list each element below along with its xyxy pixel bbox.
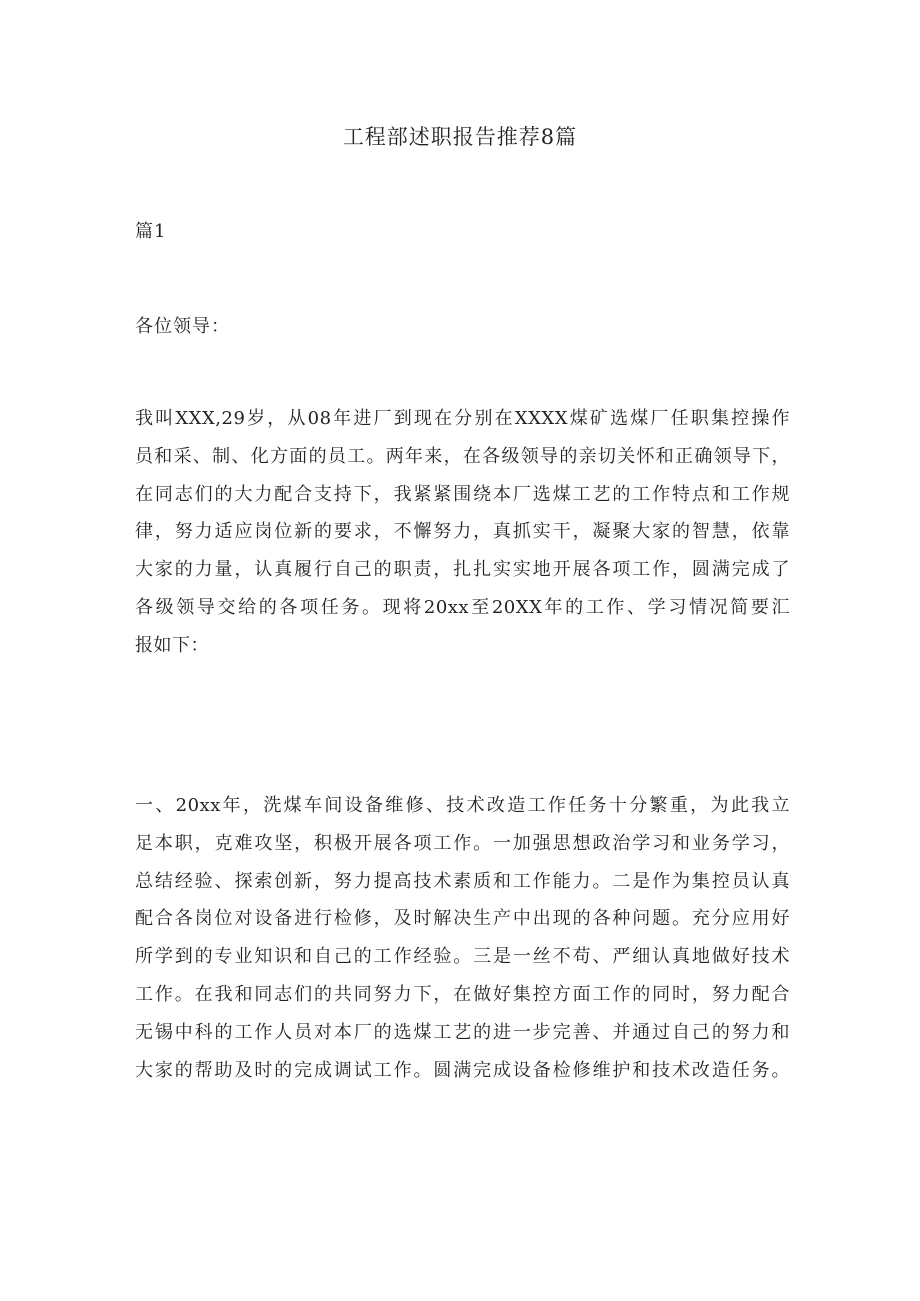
paragraph-line: 工作。在我和同志们的共同努力下，在做好集控方面工作的同时，努力配合 [135, 983, 790, 1005]
paragraph-line: 所学到的专业知识和自己的工作经验。三是一丝不苟、严细认真地做好技术 [135, 946, 790, 968]
paragraph-line: 在同志们的大力配合支持下，我紧紧围绕本厂选煤工艺的工作特点和工作规 [135, 483, 790, 505]
paragraph-2 [135, 787, 790, 1089]
paragraph-line: 大家的帮助及时的完成调试工作。圆满完成设备检修维护和技术改造任务。 [135, 1059, 790, 1081]
salutation: 各位领导： [135, 316, 230, 337]
section-label: 篇1 [135, 221, 167, 242]
paragraph-line: 配合各岗位对设备进行检修，及时解决生产中出现的各种问题。充分应用好 [135, 908, 790, 930]
paragraph-line: 总结经验、探索创新，努力提高技术素质和工作能力。二是作为集控员认真 [135, 870, 790, 892]
document-title: 工程部述职报告推荐8篇 [342, 125, 578, 149]
paragraph-line: 足本职，克难攻坚，积极开展各项工作。一加强思想政治学习和业务学习， [135, 832, 790, 854]
paragraph-line: 无锡中科的工作人员对本厂的选煤工艺的进一步完善、并通过自己的努力和 [135, 1021, 790, 1043]
paragraph-line: 员和采、制、化方面的员工。两年来，在各级领导的亲切关怀和正确领导下， [135, 445, 790, 467]
paragraph-line: 报如下： [135, 634, 209, 656]
paragraph-line: 大家的力量，认真履行自己的职责，扎扎实实地开展各项工作，圆满完成了 [135, 559, 790, 581]
paragraph-line: 各级领导交给的各项任务。现将20xx至20XX年的工作、学习情况简要汇 [135, 596, 790, 618]
paragraph-line: 一、20xx年，洗煤车间设备维修、技术改造工作任务十分繁重，为此我立 [135, 795, 790, 816]
paragraph-1 [135, 400, 790, 665]
paragraph-line: 我叫XXX,29岁，从08年进厂到现在分别在XXXX煤矿选煤厂任职集控操作 [135, 408, 790, 429]
paragraph-line: 律，努力适应岗位新的要求，不懈努力，真抓实干，凝聚大家的智慧，依靠 [135, 521, 790, 543]
